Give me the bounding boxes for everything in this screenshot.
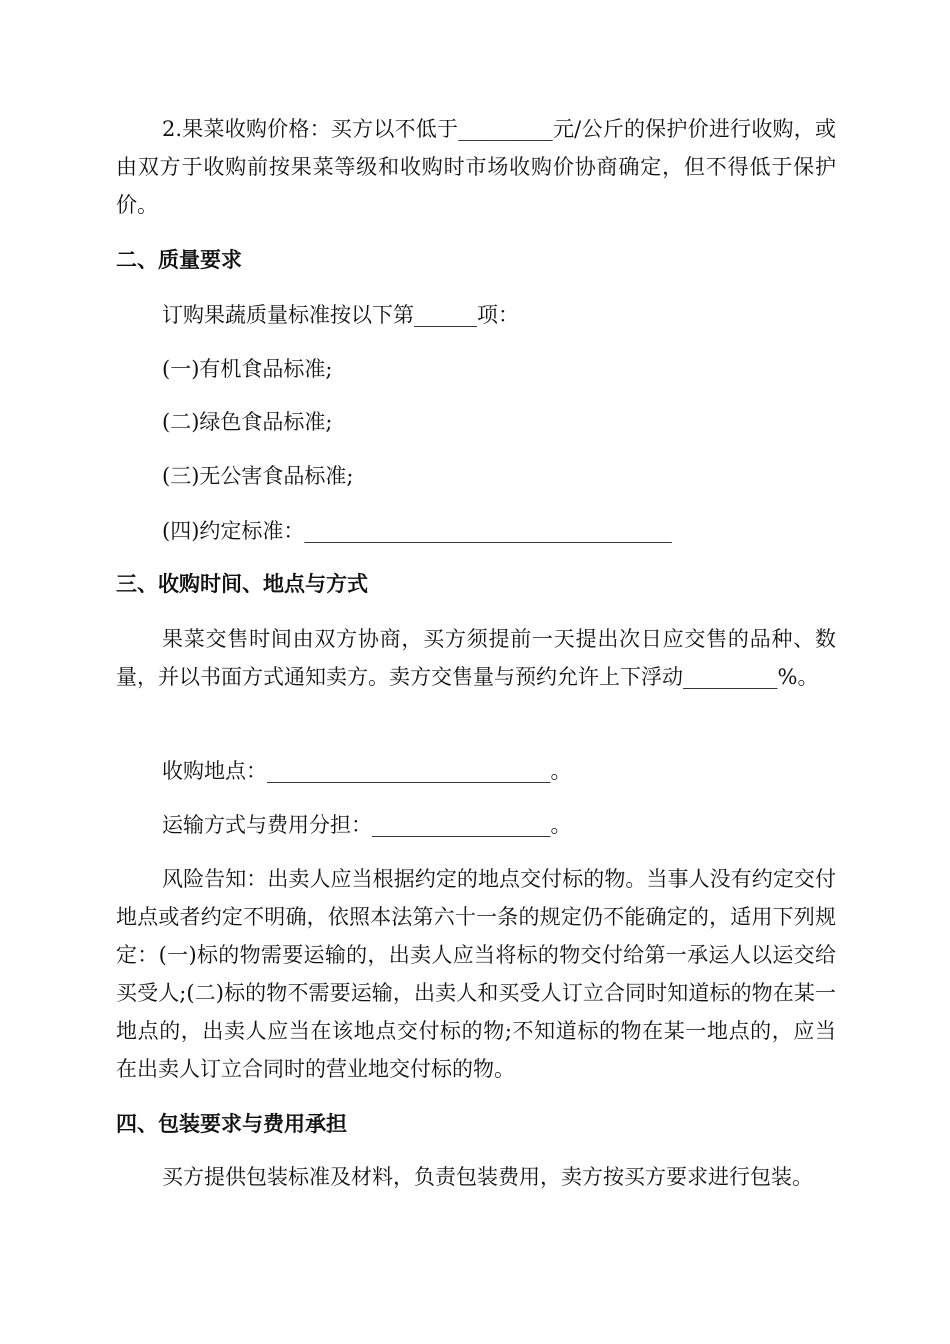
location-paragraph: 收购地点：___________________________。 <box>162 759 572 783</box>
quality-option-3: (三)无公害食品标准; <box>162 464 354 488</box>
quality-option-4: (四)约定标准：___________________________________ <box>162 519 672 543</box>
time-paragraph: 果菜交售时间由双方协商，买方须提前一天提出次日应交售的品种、数量，并以书面方式通知卖方。卖方交售量与预约允许上下浮动_________%。 <box>116 627 836 689</box>
section-heading-time: 三、收购时间、地点与方式 <box>116 572 368 596</box>
quality-option-2: (二)绿色食品标准; <box>162 410 333 434</box>
risk-paragraph: 风险告知：出卖人应当根据约定的地点交付标的物。当事人没有约定交付地点或者约定不明确，依照本法第六十一条的规定仍不能确定的，适用下列规定：(一)标的物需要运输的，出卖人应当将标的物交付给第一承运人以运交给买受人;(二)标的物不需要运输，出卖人和买受人订立合同时知道标的物在某一地点的，出卖人应当在该地点交付标的物;不知道标的物在某一地点的，应当在出卖人订立合同时的营业地交付标的物。 <box>116 867 836 1081</box>
section-heading-quality: 二、质量要求 <box>116 248 242 272</box>
packaging-paragraph: 买方提供包装标准及材料，负责包装费用，卖方按买方要求进行包装。 <box>162 1165 813 1189</box>
section-heading-packaging: 四、包装要求与费用承担 <box>116 1112 347 1136</box>
transport-paragraph: 运输方式与费用分担：_________________。 <box>162 813 572 837</box>
price-paragraph: 2.果菜收购价格：买方以不低于_________元/公斤的保护价进行收购，或由双方于收购前按果菜等级和收购时市场收购价协商确定，但不得低于保护价。 <box>116 117 836 217</box>
quality-intro-paragraph: 订购果蔬质量标准按以下第______项： <box>162 303 519 327</box>
quality-option-1: (一)有机食品标准; <box>162 357 333 381</box>
